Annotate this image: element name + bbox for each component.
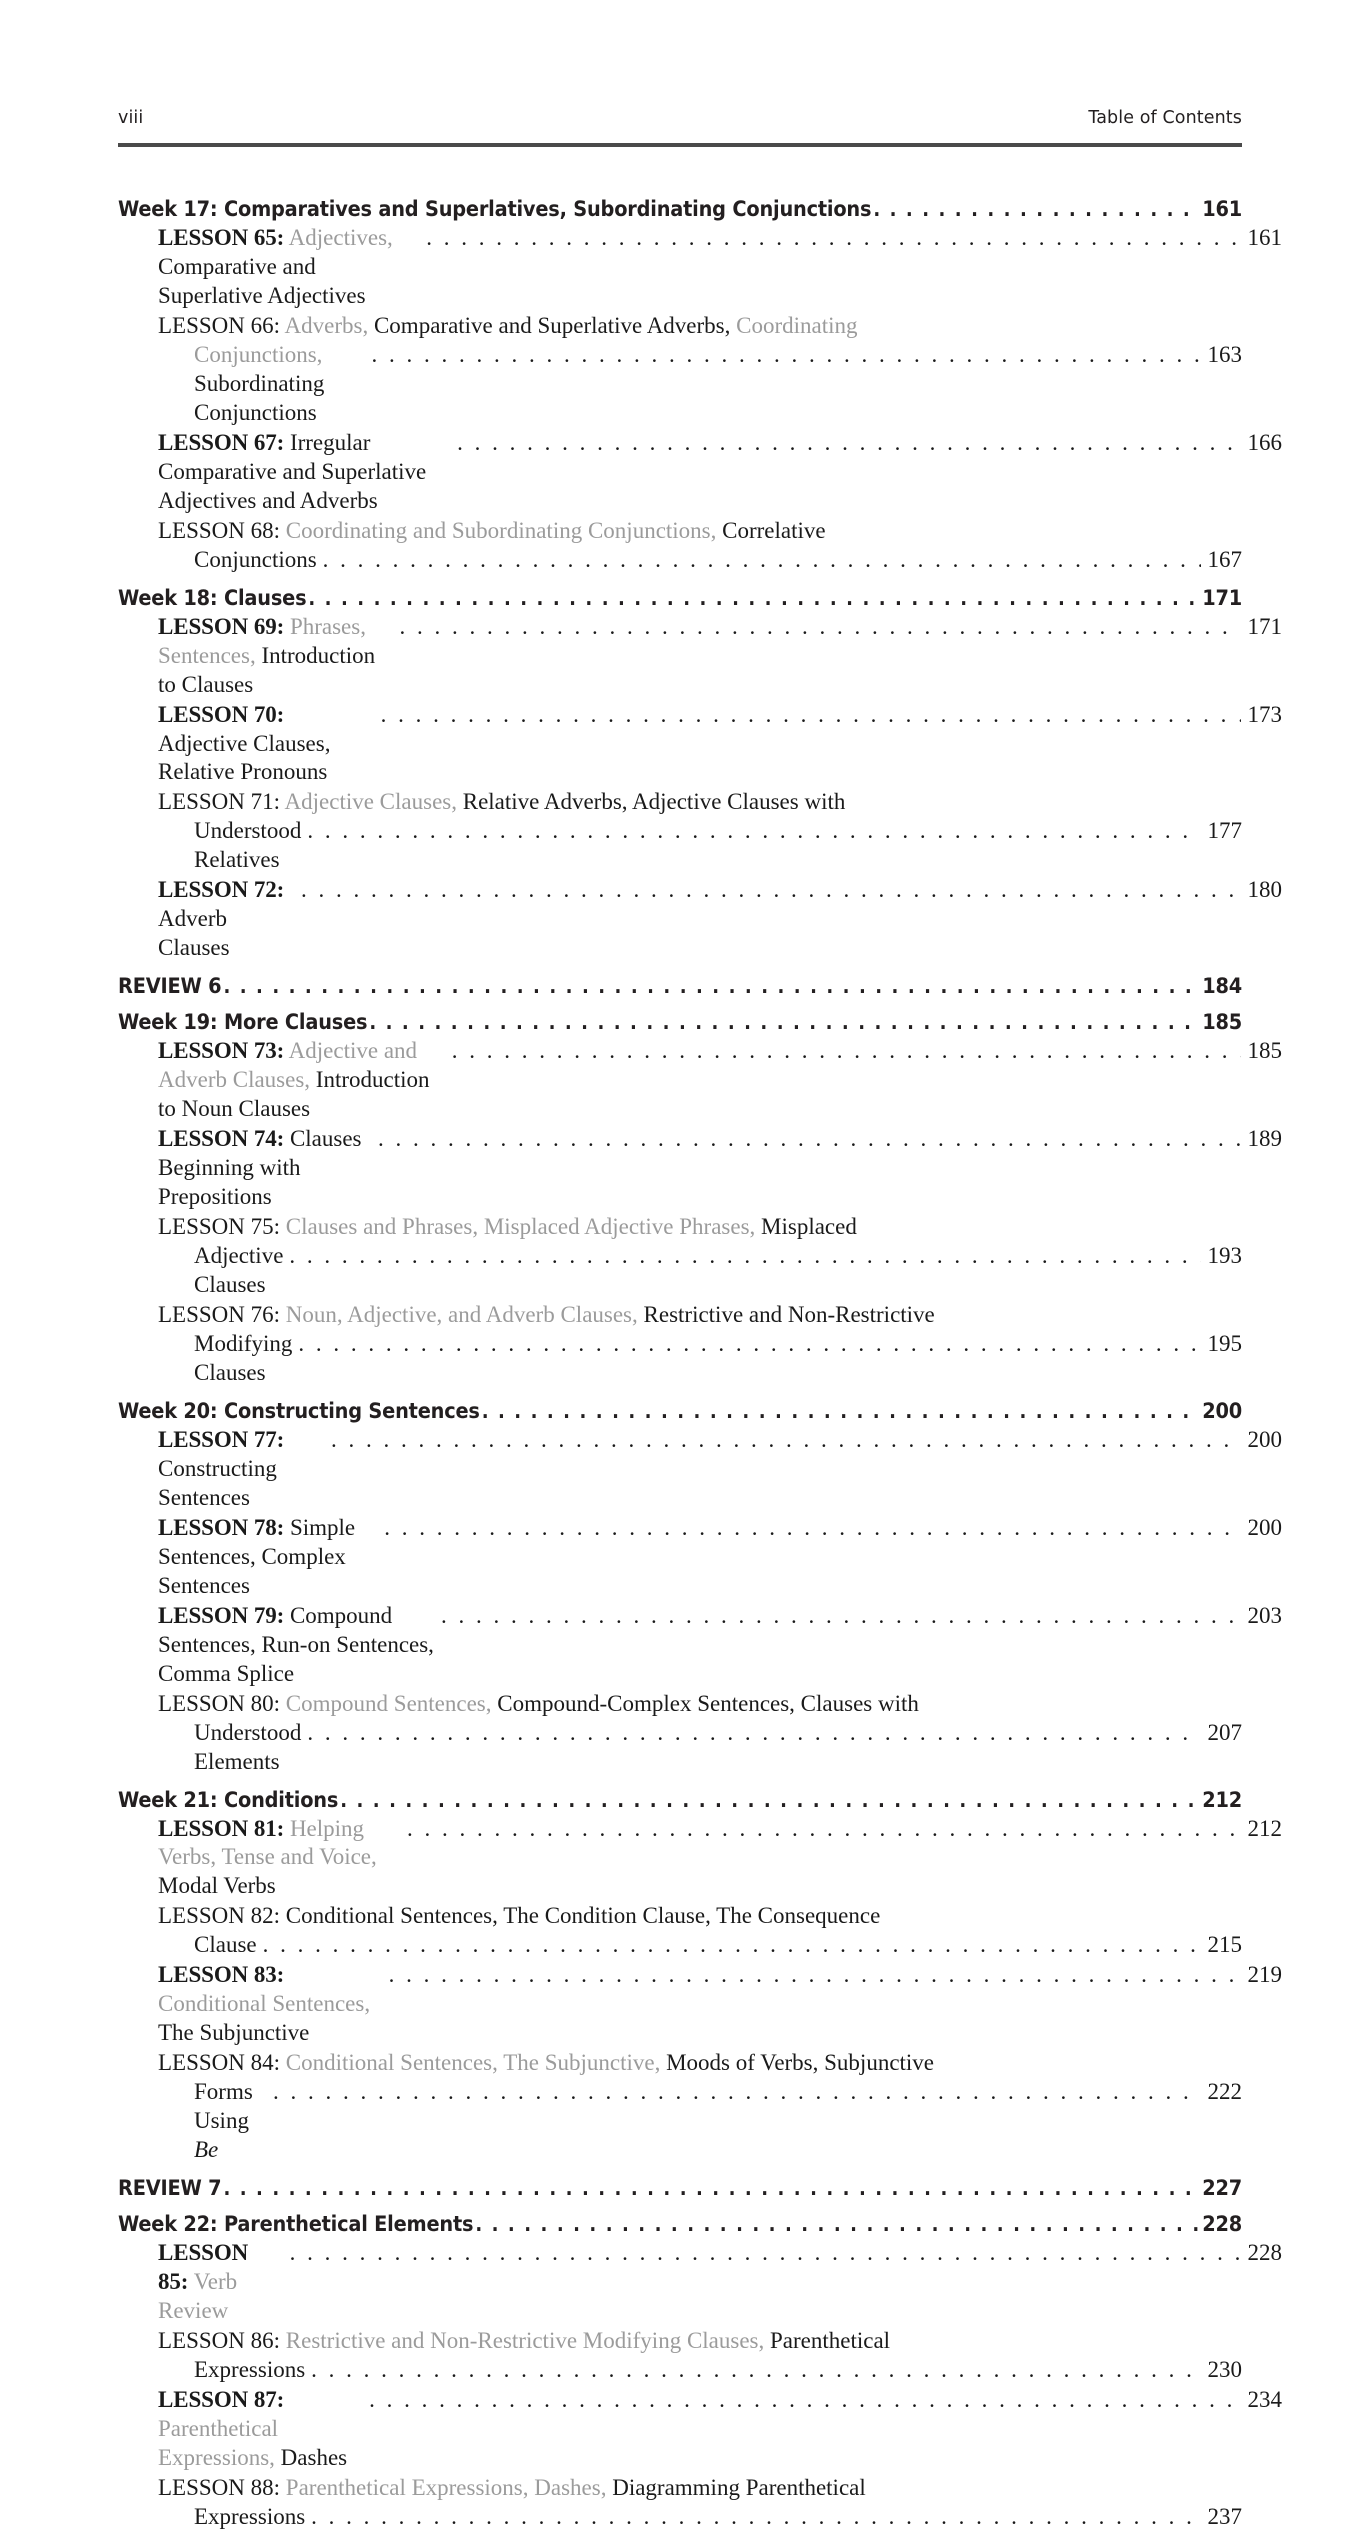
toc-current-topics: Simple Sentences, Complex Sentences bbox=[158, 1514, 356, 1598]
toc-previous-topics: Clauses and Phrases, Misplaced Adjective Phrases, bbox=[280, 1214, 756, 1240]
leader-dots bbox=[223, 974, 1198, 999]
toc-lesson-entry[interactable] bbox=[118, 312, 1242, 428]
toc-previous-topics: Coordinating and Subordinating Conjunctions, bbox=[280, 517, 717, 543]
toc-lesson-number: LESSON 80: bbox=[158, 1690, 281, 1716]
toc-lesson-number: LESSON 87: bbox=[158, 2386, 285, 2412]
toc-lesson-entry[interactable] bbox=[118, 2474, 1242, 2532]
toc-previous-topics: Conjunctions, bbox=[194, 341, 323, 367]
toc-page-number: 230 bbox=[1207, 2357, 1242, 2382]
toc-lesson-entry[interactable] bbox=[118, 788, 1242, 875]
toc-lesson-entry[interactable] bbox=[118, 2327, 1242, 2385]
running-head bbox=[118, 108, 1242, 128]
toc-page-number: 167 bbox=[1207, 546, 1242, 572]
toc-current-topics: The Subjunctive bbox=[158, 2020, 310, 2046]
toc-lesson-number: LESSON 84: bbox=[158, 2050, 281, 2076]
toc-current-topics: Subordinating Conjunctions bbox=[194, 370, 325, 425]
toc-lesson-label-continued bbox=[158, 2503, 1242, 2532]
toc-week-label: Week 18: Clauses bbox=[118, 585, 307, 611]
leader-dots bbox=[308, 586, 1198, 611]
toc-lesson-label-continued bbox=[158, 1242, 1242, 1300]
leader-dots bbox=[273, 2078, 1200, 2107]
toc-lesson-entry[interactable] bbox=[118, 1902, 1242, 1960]
toc-lesson-entry[interactable] bbox=[118, 224, 1282, 311]
toc-current-topics: Clause bbox=[194, 1932, 257, 1958]
toc-previous-topics: Adverbs, bbox=[280, 312, 369, 338]
toc-page-number: 189 bbox=[1247, 1126, 1282, 1152]
toc-page-number: 173 bbox=[1247, 701, 1282, 727]
toc-lesson-label-text bbox=[194, 2078, 267, 2165]
toc-lesson-number: LESSON 78: bbox=[158, 1514, 285, 1540]
toc-lesson-label bbox=[158, 1301, 1242, 1330]
toc-lesson-label bbox=[158, 1690, 1242, 1719]
toc-lesson-label-continued bbox=[158, 546, 1242, 575]
toc-page-number: 207 bbox=[1207, 1719, 1242, 1745]
toc-page-number: 185 bbox=[1247, 1038, 1282, 1064]
leader-dots bbox=[369, 2386, 1240, 2415]
toc-previous-topics: Parenthetical Expressions, Dashes, bbox=[280, 2474, 607, 2500]
toc-lesson-label bbox=[158, 1961, 383, 2048]
toc-previous-topics: Verb Review bbox=[158, 2269, 238, 2324]
toc-current-topics: Conjunctions bbox=[194, 546, 317, 572]
toc-lesson-number: LESSON 86: bbox=[158, 2328, 281, 2354]
toc-lesson-number: LESSON 73: bbox=[158, 1038, 285, 1064]
toc-week-entry[interactable] bbox=[118, 1010, 1242, 1035]
toc-page-number: 166 bbox=[1247, 429, 1282, 455]
toc-previous-topics: Helping Verbs, Tense and Voice, bbox=[158, 1815, 377, 1870]
leader-dots bbox=[323, 546, 1201, 575]
toc-page-number: 200 bbox=[1202, 1398, 1242, 1424]
toc-current-topics: Adjective Clauses, Relative Pronouns bbox=[158, 730, 331, 785]
toc-lesson-label-text bbox=[194, 1242, 283, 1300]
toc-page-number: 203 bbox=[1247, 1602, 1282, 1628]
toc-lesson-number: LESSON 82: bbox=[158, 1903, 281, 1929]
leader-dots bbox=[340, 1788, 1198, 1813]
toc-italic-term: Be bbox=[194, 2137, 219, 2163]
leader-dots bbox=[263, 1931, 1201, 1960]
toc-lesson-entry[interactable] bbox=[118, 1037, 1282, 1124]
leader-dots bbox=[384, 1514, 1240, 1543]
toc-previous-topics: Conditional Sentences, bbox=[158, 1991, 371, 2017]
toc-lesson-label bbox=[158, 1514, 378, 1601]
toc-previous-topics: Compound Sentences, bbox=[280, 1690, 492, 1716]
toc-lesson-entry[interactable] bbox=[118, 517, 1242, 575]
toc-current-topics: Diagramming Parenthetical bbox=[606, 2474, 866, 2500]
toc-week-label: Week 19: More Clauses bbox=[118, 1010, 368, 1036]
toc-week-entry[interactable] bbox=[118, 1399, 1242, 1424]
leader-dots bbox=[307, 817, 1200, 846]
leader-dots bbox=[289, 1242, 1200, 1271]
toc-lesson-label bbox=[158, 876, 295, 963]
toc-current-topics: Constructing Sentences bbox=[158, 1455, 277, 1510]
toc-lesson-number: LESSON 72: bbox=[158, 877, 285, 903]
toc-lesson-label bbox=[158, 788, 1242, 817]
toc-page-number: 193 bbox=[1207, 1243, 1242, 1269]
toc-current-topics: Moods of Verbs, Subjunctive bbox=[660, 2050, 935, 2076]
toc-lesson-number: LESSON 65: bbox=[158, 225, 285, 250]
leader-dots bbox=[407, 1815, 1240, 1844]
toc-current-topics: Modal Verbs bbox=[158, 1873, 276, 1899]
toc-current-topics: Comparative and Superlative Adverbs, bbox=[368, 312, 731, 338]
leader-dots bbox=[389, 1961, 1241, 1990]
toc-current-topics: Dashes bbox=[274, 2444, 348, 2470]
toc-current-topics: Forms Using bbox=[194, 2079, 253, 2134]
toc-page-number: 177 bbox=[1207, 818, 1242, 844]
leader-dots bbox=[331, 1426, 1241, 1455]
toc-lesson-label bbox=[158, 1426, 325, 1513]
toc-previous-topics: Noun, Adjective, and Adverb Clauses, bbox=[280, 1301, 638, 1327]
page-folio: viii bbox=[118, 108, 144, 128]
toc-lesson-label bbox=[158, 701, 375, 788]
toc-previous-topics: Adjective Clauses, bbox=[280, 789, 457, 815]
toc-lesson-number: LESSON 69: bbox=[158, 613, 285, 639]
leader-dots bbox=[301, 876, 1240, 905]
toc-previous-topics: Conditional Sentences, The Subjunctive, bbox=[280, 2050, 661, 2076]
running-head-title: Table of Contents bbox=[1088, 108, 1242, 128]
leader-dots bbox=[290, 2239, 1241, 2268]
toc-lesson-entry[interactable] bbox=[118, 1301, 1242, 1388]
toc-page-number: 200 bbox=[1247, 1514, 1282, 1540]
toc-lesson-entry[interactable] bbox=[118, 1602, 1282, 1689]
toc-lesson-label-continued bbox=[158, 817, 1242, 875]
toc-lesson-label-continued bbox=[158, 2078, 1242, 2165]
toc-page-number: 219 bbox=[1247, 1962, 1282, 1988]
toc-lesson-entry[interactable] bbox=[118, 1961, 1282, 2048]
toc-current-topics: Introduction to Noun Clauses bbox=[158, 1067, 430, 1122]
toc-current-topics: Clauses Beginning with Prepositions bbox=[158, 1126, 362, 1210]
toc-lesson-number: LESSON 66: bbox=[158, 312, 281, 338]
toc-week-label: Week 17: Comparatives and Superlatives, Subordinating Conjunctions bbox=[118, 197, 872, 222]
leader-dots bbox=[307, 1719, 1200, 1748]
toc-lesson-label-continued bbox=[158, 2356, 1242, 2385]
toc-page-number: 184 bbox=[1202, 974, 1242, 1000]
toc-previous-topics: Restrictive and Non-Restrictive Modifying Clauses, bbox=[280, 2328, 765, 2354]
toc-current-topics: Understood Elements bbox=[194, 1719, 302, 1774]
toc-lesson-label bbox=[158, 312, 1242, 341]
toc-current-topics: Compound-Complex Sentences, Clauses with bbox=[491, 1690, 919, 1716]
toc-week-label: Week 21: Conditions bbox=[118, 1787, 339, 1813]
toc-week-entry[interactable] bbox=[118, 974, 1242, 999]
toc-lesson-label bbox=[158, 429, 451, 516]
toc-lesson-label-text bbox=[194, 2503, 305, 2532]
toc-page-number: 171 bbox=[1202, 585, 1242, 611]
toc-lesson-entry[interactable] bbox=[118, 1426, 1282, 1513]
toc-lesson-number: LESSON 79: bbox=[158, 1602, 285, 1628]
toc-week-label: Week 22: Parenthetical Elements bbox=[118, 2212, 474, 2238]
toc-lesson-number: LESSON 83: bbox=[158, 1962, 285, 1988]
toc-lesson-label bbox=[158, 2386, 363, 2473]
toc-current-topics: Introduction to Clauses bbox=[158, 642, 376, 697]
toc-lesson-entry[interactable] bbox=[118, 2049, 1242, 2165]
toc-current-topics: Compound Sentences, Run-on Sentences, Comma Splice bbox=[158, 1602, 434, 1686]
toc-page-number: 185 bbox=[1202, 1010, 1242, 1036]
toc-page-number: 237 bbox=[1207, 2503, 1242, 2529]
toc-lesson-number: LESSON 81: bbox=[158, 1815, 285, 1841]
toc-lesson-number: LESSON 70: bbox=[158, 701, 285, 727]
toc-lesson-entry[interactable] bbox=[118, 1514, 1282, 1601]
leader-dots bbox=[311, 2356, 1200, 2385]
leader-dots bbox=[475, 2212, 1198, 2237]
toc-page-number: 227 bbox=[1202, 2176, 1242, 2202]
toc-lesson-label-continued bbox=[158, 341, 1242, 428]
leader-dots bbox=[378, 1125, 1240, 1154]
toc-lesson-number: LESSON 88: bbox=[158, 2474, 281, 2500]
leader-dots bbox=[457, 429, 1240, 458]
leader-dots bbox=[298, 1330, 1200, 1359]
toc-previous-topics: Adjective and Adverb Clauses, bbox=[158, 1038, 418, 1093]
leader-dots bbox=[426, 224, 1240, 253]
toc-current-topics: Expressions bbox=[194, 2357, 306, 2382]
toc-lesson-label bbox=[158, 613, 394, 700]
toc-lesson-number: LESSON 85: bbox=[158, 2240, 249, 2295]
toc-page-number: 212 bbox=[1247, 1815, 1282, 1841]
toc-page-number: 171 bbox=[1247, 613, 1282, 639]
toc-lesson-entry[interactable] bbox=[118, 701, 1282, 788]
toc-page-number: 234 bbox=[1247, 2386, 1282, 2412]
toc-page-number: 195 bbox=[1207, 1330, 1242, 1356]
leader-dots bbox=[452, 1037, 1241, 1066]
leader-dots bbox=[873, 197, 1198, 222]
toc-lesson-label-text bbox=[194, 817, 301, 875]
toc-lesson-number: LESSON 67: bbox=[158, 429, 285, 455]
toc-lesson-number: LESSON 75: bbox=[158, 1214, 281, 1240]
leader-dots bbox=[223, 2176, 1198, 2201]
toc-lesson-entry[interactable] bbox=[118, 1690, 1242, 1777]
toc-page-number: 163 bbox=[1207, 341, 1242, 367]
leader-dots bbox=[400, 613, 1241, 642]
toc-current-topics: Understood Relatives bbox=[194, 818, 302, 873]
toc-lesson-entry[interactable] bbox=[118, 1815, 1282, 1902]
toc-lesson-label-continued bbox=[158, 1719, 1242, 1777]
toc-lesson-label bbox=[158, 1037, 446, 1124]
toc-page-number: 161 bbox=[1247, 225, 1282, 250]
toc-page-number: 228 bbox=[1202, 2212, 1242, 2238]
header-rule bbox=[118, 143, 1242, 147]
toc-current-topics: Irregular Comparative and Superlative Adjectives and Adverbs bbox=[158, 429, 427, 513]
toc-current-topics: Adverb Clauses bbox=[158, 906, 230, 961]
toc-previous-topics: Adjectives, bbox=[284, 225, 393, 250]
toc-lesson-entry[interactable] bbox=[118, 613, 1282, 700]
toc-lesson-entry[interactable] bbox=[118, 2239, 1282, 2326]
toc-current-topics: Restrictive and Non-Restrictive bbox=[637, 1301, 935, 1327]
toc-lesson-number: LESSON 77: bbox=[158, 1426, 285, 1452]
toc-week-entry[interactable] bbox=[118, 586, 1242, 611]
toc-current-topics: Expressions bbox=[194, 2503, 306, 2529]
toc-current-topics: Modifying Clauses bbox=[194, 1330, 293, 1385]
toc-lesson-label-text bbox=[194, 1719, 301, 1777]
toc-lesson-entry[interactable] bbox=[118, 429, 1282, 516]
toc-previous-topics: Parenthetical Expressions, bbox=[158, 2415, 279, 2470]
toc-week-entry[interactable] bbox=[118, 1788, 1242, 1813]
toc-lesson-label bbox=[158, 1815, 401, 1902]
table-of-contents-list bbox=[118, 186, 1282, 2532]
toc-current-topics: Adjective Clauses bbox=[194, 1243, 284, 1297]
toc-page-number: 180 bbox=[1247, 877, 1282, 903]
toc-previous-topics: Phrases, Sentences, bbox=[158, 613, 366, 668]
toc-lesson-entry[interactable] bbox=[118, 1213, 1242, 1300]
toc-lesson-label bbox=[158, 1602, 435, 1689]
leader-dots bbox=[381, 701, 1241, 730]
toc-lesson-label-text bbox=[194, 546, 317, 575]
toc-current-topics: Misplaced bbox=[755, 1214, 857, 1240]
toc-lesson-label bbox=[158, 517, 1242, 546]
toc-lesson-label-text bbox=[194, 2356, 305, 2385]
toc-lesson-label-text bbox=[194, 341, 366, 428]
leader-dots bbox=[372, 341, 1201, 370]
toc-lesson-number: LESSON 68: bbox=[158, 517, 281, 543]
toc-lesson-label bbox=[158, 1125, 372, 1212]
toc-previous-topics-continued: Coordinating bbox=[730, 312, 858, 338]
toc-week-label: Week 20: Constructing Sentences bbox=[118, 1398, 480, 1424]
toc-current-topics: Correlative bbox=[716, 517, 826, 543]
toc-lesson-label bbox=[158, 2327, 1242, 2356]
toc-lesson-entry[interactable] bbox=[118, 1125, 1282, 1212]
toc-lesson-number: LESSON 71: bbox=[158, 789, 281, 815]
leader-dots bbox=[482, 1399, 1199, 1424]
toc-week-entry[interactable] bbox=[118, 197, 1242, 222]
toc-lesson-entry[interactable] bbox=[118, 2386, 1282, 2473]
toc-week-entry[interactable] bbox=[118, 2212, 1242, 2237]
toc-lesson-label bbox=[158, 2474, 1242, 2503]
toc-lesson-label bbox=[158, 1902, 1242, 1931]
toc-lesson-label-continued bbox=[158, 1330, 1242, 1388]
toc-current-topics: Relative Adverbs, Adjective Clauses with bbox=[456, 789, 846, 815]
toc-page-number: 215 bbox=[1207, 1932, 1242, 1958]
toc-page-number: 161 bbox=[1202, 197, 1242, 222]
toc-lesson-label-continued bbox=[158, 1931, 1242, 1960]
leader-dots bbox=[441, 1602, 1241, 1631]
toc-page-number: 228 bbox=[1247, 2240, 1282, 2266]
toc-lesson-label bbox=[158, 2049, 1242, 2078]
toc-current-topics: Conditional Sentences, The Condition Clause, The Consequence bbox=[280, 1903, 881, 1929]
toc-page-number: 200 bbox=[1247, 1426, 1282, 1452]
toc-page-number: 222 bbox=[1207, 2079, 1242, 2105]
toc-week-label: REVIEW 7 bbox=[118, 2176, 222, 2202]
toc-lesson-entry[interactable] bbox=[118, 876, 1282, 963]
toc-lesson-label-text bbox=[194, 1330, 292, 1388]
toc-week-label: REVIEW 6 bbox=[118, 974, 222, 1000]
toc-lesson-label bbox=[158, 2239, 284, 2326]
toc-week-entry[interactable] bbox=[118, 2176, 1242, 2201]
toc-lesson-number: LESSON 76: bbox=[158, 1301, 281, 1327]
leader-dots bbox=[369, 1010, 1198, 1035]
toc-current-topics: Parenthetical bbox=[764, 2328, 891, 2354]
toc-lesson-label-text bbox=[194, 1931, 257, 1960]
toc-page-number: 212 bbox=[1202, 1787, 1242, 1813]
leader-dots bbox=[311, 2503, 1200, 2532]
toc-lesson-label bbox=[158, 224, 420, 311]
toc-lesson-label bbox=[158, 1213, 1242, 1242]
toc-lesson-number: LESSON 74: bbox=[158, 1126, 285, 1152]
toc-current-topics: Comparative and Superlative Adjectives bbox=[158, 253, 366, 308]
